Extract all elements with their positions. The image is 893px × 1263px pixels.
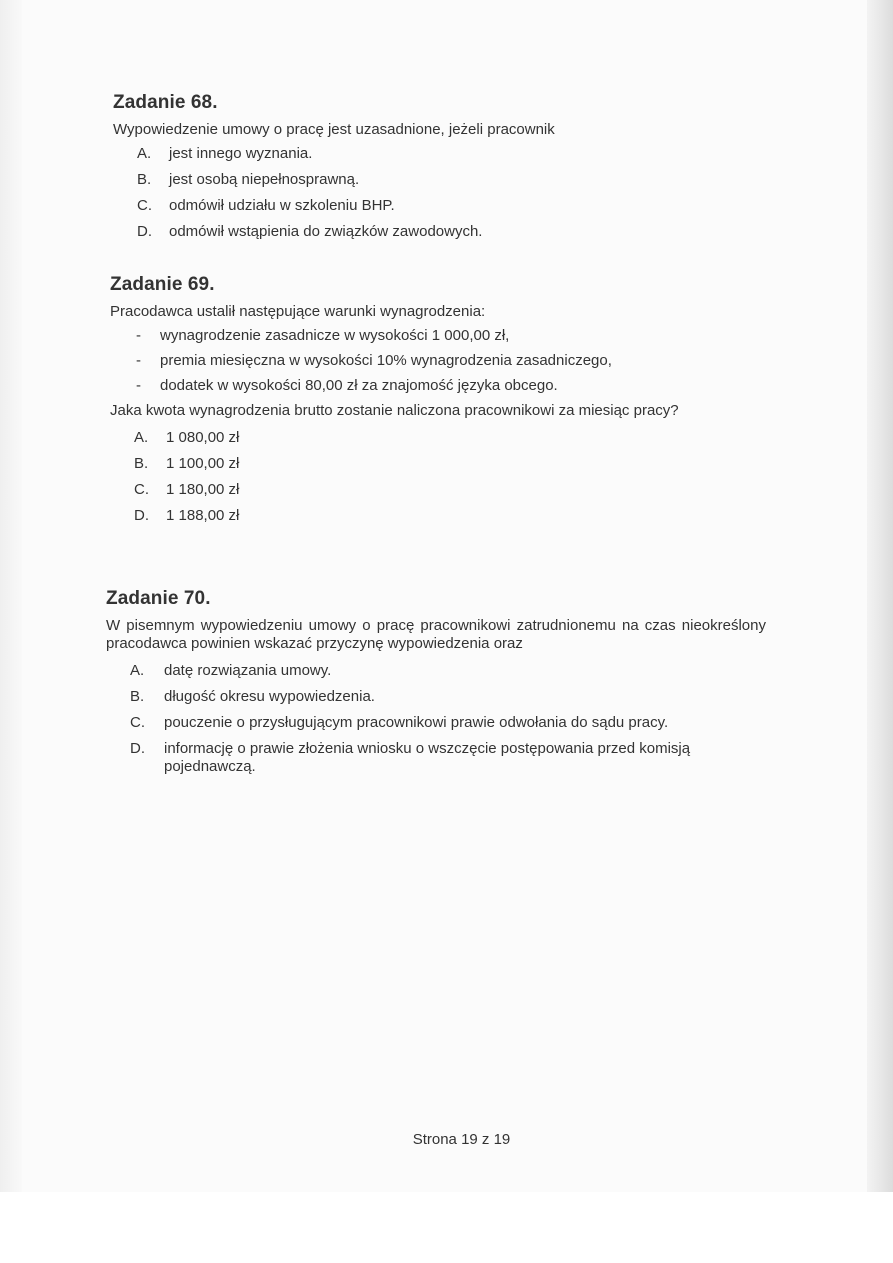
task-question: Wypowiedzenie umowy o pracę jest uzasadnione, jeżeli pracownik	[113, 121, 555, 138]
option-text: 1 180,00 zł	[166, 481, 240, 498]
option-text: jest osobą niepełnosprawną.	[169, 171, 360, 188]
task-69	[110, 274, 770, 533]
answer-option-a	[113, 145, 773, 163]
option-text: odmówił wstąpienia do związków zawodowych.	[169, 223, 483, 240]
condition-item	[110, 377, 770, 395]
option-letter: A.	[134, 429, 149, 446]
option-letter: D.	[137, 223, 152, 240]
option-text: jest innego wyznania.	[169, 145, 313, 162]
answer-option-b	[113, 171, 773, 189]
answer-option-a	[110, 429, 770, 447]
answer-option-b	[106, 688, 766, 706]
task-title: Zadanie 68.	[113, 92, 218, 113]
option-letter: D.	[134, 507, 149, 524]
answer-options	[106, 662, 766, 776]
answer-option-d	[110, 507, 770, 525]
answer-options	[110, 429, 770, 525]
option-text: pouczenie o przysługującym pracownikowi prawie odwołania do sądu pracy.	[164, 714, 669, 731]
condition-text: premia miesięczna w wysokości 10% wynagrodzenia zasadniczego,	[160, 352, 612, 369]
condition-item	[110, 352, 770, 370]
list-dash: -	[136, 377, 141, 394]
option-text: odmówił udziału w szkoleniu BHP.	[169, 197, 395, 214]
option-text: informację o prawie złożenia wniosku o wszczęcie postępowania przed komisją pojednawczą.	[164, 740, 691, 775]
option-letter: B.	[134, 455, 149, 472]
option-letter: C.	[130, 714, 145, 731]
list-dash: -	[136, 327, 141, 344]
option-text: 1 080,00 zł	[166, 429, 240, 446]
task-70	[106, 588, 766, 784]
answer-option-c	[113, 197, 773, 215]
page-right-edge	[867, 0, 893, 1192]
condition-item	[110, 327, 770, 345]
condition-text: wynagrodzenie zasadnicze w wysokości 1 000,00 zł,	[160, 327, 510, 344]
task-68	[113, 92, 773, 249]
option-letter: A.	[130, 662, 145, 679]
option-text: 1 188,00 zł	[166, 507, 240, 524]
answer-option-c	[110, 481, 770, 499]
option-letter: B.	[130, 688, 145, 705]
answer-option-b	[110, 455, 770, 473]
option-letter: C.	[137, 197, 152, 214]
task-question: Jaka kwota wynagrodzenia brutto zostanie naliczona pracownikowi za miesiąc pracy?	[110, 402, 679, 419]
list-dash: -	[136, 352, 141, 369]
condition-text: dodatek w wysokości 80,00 zł za znajomość języka obcego.	[160, 377, 558, 394]
page-number: Strona 19 z 19	[412, 1131, 511, 1148]
answer-option-d	[106, 740, 766, 776]
page-left-edge	[0, 0, 22, 1192]
answer-option-a	[106, 662, 766, 680]
answer-option-d	[113, 223, 773, 241]
option-text: długość okresu wypowiedzenia.	[164, 688, 375, 705]
option-letter: A.	[137, 145, 152, 162]
option-letter: B.	[137, 171, 152, 188]
option-letter: D.	[130, 740, 145, 757]
option-text: 1 100,00 zł	[166, 455, 240, 472]
task-title: Zadanie 70.	[106, 588, 211, 609]
option-letter: C.	[134, 481, 149, 498]
answer-options	[113, 145, 773, 241]
task-intro: Pracodawca ustalił następujące warunki wynagrodzenia:	[110, 303, 486, 320]
task-title: Zadanie 69.	[110, 274, 215, 295]
answer-option-c	[106, 714, 766, 732]
task-question: W pisemnym wypowiedzeniu umowy o pracę pracownikowi zatrudnionemu na czas nieokreślony pracodawca powinien wskazać przyczynę wypowiedzenia oraz	[106, 617, 766, 652]
scan-bottom-margin	[0, 1192, 893, 1263]
salary-conditions-list	[110, 327, 770, 395]
option-text: datę rozwiązania umowy.	[164, 662, 332, 679]
